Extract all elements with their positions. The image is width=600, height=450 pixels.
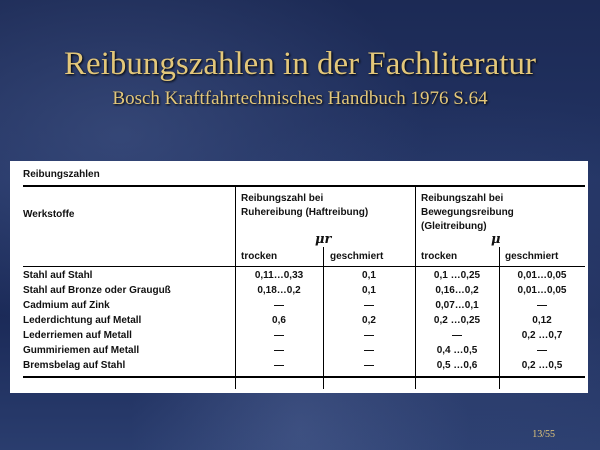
header-rule bbox=[23, 266, 585, 267]
cell-static-dry: 0,11…0,33 bbox=[254, 270, 304, 281]
cell-static-lub: — bbox=[364, 300, 374, 311]
cell-kinetic-dry: 0,16…0,2 bbox=[435, 285, 479, 296]
sub-static-lub: geschmiert bbox=[330, 251, 384, 262]
cell-kinetic-lub: — bbox=[537, 300, 547, 311]
symbol-mu: μ bbox=[491, 232, 501, 247]
friction-table-sheet bbox=[10, 161, 588, 393]
bottom-rule bbox=[23, 376, 585, 378]
cell-static-dry: — bbox=[274, 345, 284, 356]
cell-kinetic-dry: 0,5 …0,6 bbox=[436, 360, 478, 371]
cell-static-dry: 0,18…0,2 bbox=[257, 285, 301, 296]
top-rule bbox=[23, 185, 585, 187]
friction-table bbox=[23, 169, 589, 389]
header-kinetic-line1: Reibungszahl bei bbox=[421, 193, 504, 204]
header-kinetic-line3: (Gleitreibung) bbox=[421, 221, 487, 232]
cell-static-dry: — bbox=[274, 360, 284, 371]
cell-static-lub: — bbox=[364, 345, 374, 356]
cell-kinetic-dry: 0,1 …0,25 bbox=[433, 270, 481, 281]
table-caption: Reibungszahlen bbox=[23, 169, 100, 180]
sub-static-dry: trocken bbox=[241, 251, 278, 262]
slide-title: Reibungszahlen in der Fachliteratur bbox=[64, 46, 536, 82]
symbol-mu-r: μr bbox=[315, 232, 332, 247]
cell-static-lub: 0,1 bbox=[362, 285, 376, 296]
cell-static-dry: — bbox=[274, 330, 284, 341]
cell-material: Stahl auf Bronze oder Grauguß bbox=[23, 285, 171, 296]
cell-kinetic-lub: 0,2 …0,5 bbox=[521, 360, 563, 371]
cell-kinetic-lub: — bbox=[537, 345, 547, 356]
cell-static-dry: — bbox=[274, 300, 284, 311]
cell-kinetic-dry: — bbox=[452, 330, 462, 341]
cell-material: Cadmium auf Zink bbox=[23, 300, 110, 311]
page-number: 13/55 bbox=[532, 429, 555, 440]
cell-material: Lederriemen auf Metall bbox=[23, 330, 132, 341]
cell-static-lub: 0,1 bbox=[362, 270, 376, 281]
cell-kinetic-dry: 0,07…0,1 bbox=[435, 300, 479, 311]
cell-material: Bremsbelag auf Stahl bbox=[23, 360, 126, 371]
cell-kinetic-dry: 0,2 …0,25 bbox=[433, 315, 481, 326]
cell-material: Stahl auf Stahl bbox=[23, 270, 93, 281]
cell-static-dry: 0,6 bbox=[272, 315, 286, 326]
cell-kinetic-lub: 0,01…0,05 bbox=[517, 270, 567, 281]
cell-kinetic-lub: 0,01…0,05 bbox=[517, 285, 567, 296]
cell-material: Gummiriemen auf Metall bbox=[23, 345, 140, 356]
header-material: Werkstoffe bbox=[23, 209, 75, 220]
cell-static-lub: 0,2 bbox=[362, 315, 376, 326]
sub-kinetic-lub: geschmiert bbox=[505, 251, 559, 262]
cell-material: Lederdichtung auf Metall bbox=[23, 315, 142, 326]
cell-static-lub: — bbox=[364, 360, 374, 371]
cell-kinetic-lub: 0,12 bbox=[532, 315, 552, 326]
cell-static-lub: — bbox=[364, 330, 374, 341]
cell-kinetic-dry: 0,4 …0,5 bbox=[436, 345, 478, 356]
cell-kinetic-lub: 0,2 …0,7 bbox=[521, 330, 563, 341]
header-static-line2: Ruhereibung (Haftreibung) bbox=[241, 207, 369, 218]
slide-subtitle: Bosch Kraftfahrtechnisches Handbuch 1976 S.64 bbox=[112, 88, 488, 109]
header-kinetic-line2: Bewegungsreibung bbox=[421, 207, 514, 218]
header-static-line1: Reibungszahl bei bbox=[241, 193, 324, 204]
sub-kinetic-dry: trocken bbox=[421, 251, 458, 262]
